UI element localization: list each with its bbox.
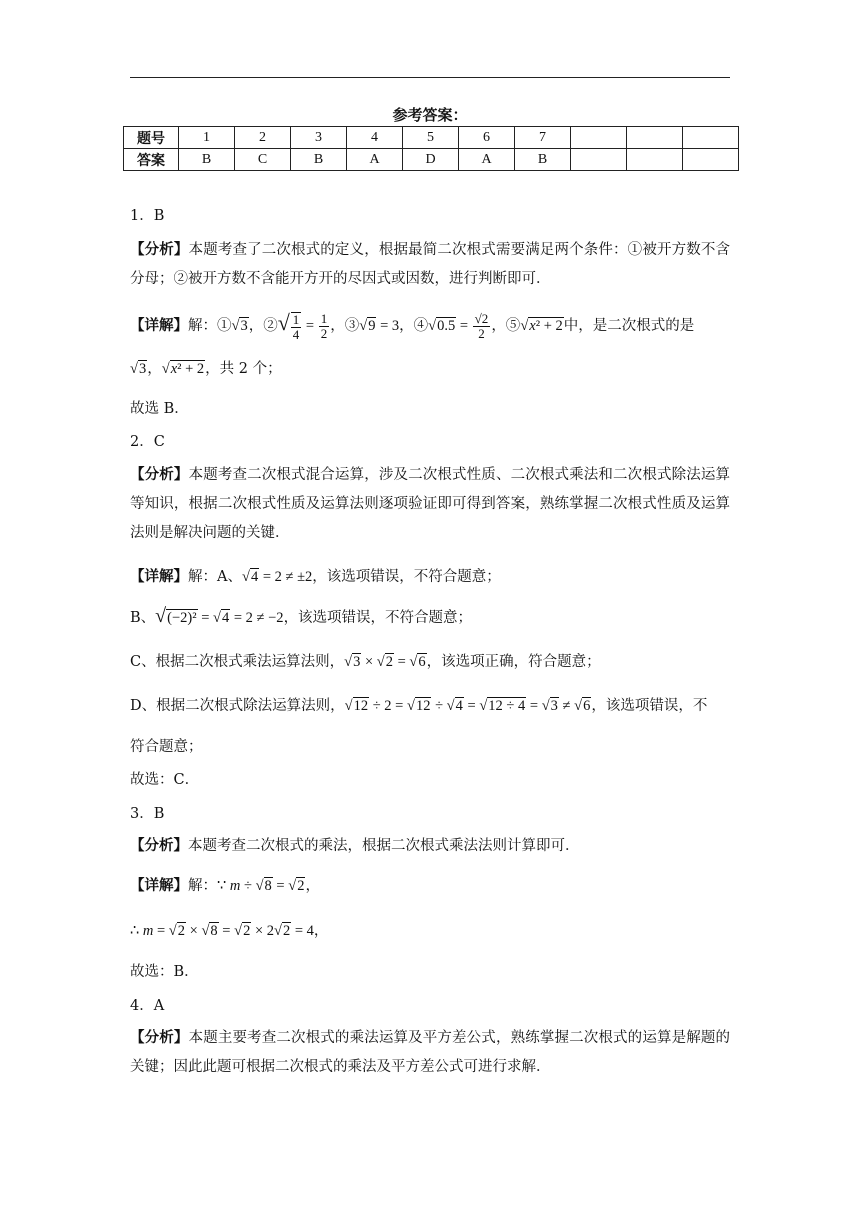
q2-heading: 2．C bbox=[130, 434, 165, 450]
q2-conclusion: 故选：C． bbox=[130, 772, 200, 788]
table-cell bbox=[683, 127, 739, 149]
q1-math-items: ①√3，②√ $\frac{1}{4}$ = $\frac{1}{2}$ ，③√9 = 3，④√0.5 = $\frac{√2}{2}$ ，⑤√x² + 2 bbox=[217, 310, 563, 342]
table-cell: 7 bbox=[515, 127, 571, 149]
q2-b-math: √(−2)² = √4 = 2 ≠ −2 bbox=[155, 605, 284, 627]
detail-tag: 【详解】 bbox=[130, 877, 188, 894]
detail-mid: 中，是二次根式的是 bbox=[563, 318, 695, 334]
table-cell bbox=[627, 127, 683, 149]
table-row-answers bbox=[124, 149, 739, 171]
table-cell bbox=[571, 149, 627, 171]
q1-math-answer: √3，√x² + 2 bbox=[130, 361, 205, 377]
analysis-text: 本题主要考查二次根式的乘法运算及平方差公式，熟练掌握二次根式的运算是解题的关键；因此此题可根据二次根式的乘法及平方差公式可进行求解． bbox=[130, 1030, 731, 1075]
q2-analysis bbox=[130, 460, 730, 548]
analysis-tag: 【分析】 bbox=[130, 466, 189, 483]
q2-a-math: √4 = 2 ≠ ±2 bbox=[241, 569, 313, 585]
analysis-tag: 【分析】 bbox=[130, 241, 189, 258]
table-cell: B bbox=[291, 149, 347, 171]
q3-conclusion: 故选：B． bbox=[130, 964, 199, 980]
q2-detail-d bbox=[130, 694, 707, 715]
table-cell: 1 bbox=[179, 127, 235, 149]
header-rule bbox=[130, 77, 730, 78]
table-cell: D bbox=[403, 149, 459, 171]
q2-c-math: √3 × √2 = √6 bbox=[344, 654, 426, 670]
q3-math-1: ∵ m ÷ √8 = √2， bbox=[217, 878, 320, 894]
detail-intro: 解： bbox=[188, 318, 217, 334]
table-cell: 6 bbox=[459, 127, 515, 149]
option-a-suffix: ，该选项错误，不符合题意； bbox=[312, 569, 501, 585]
option-d-prefix: D、根据二次根式除法运算法则， bbox=[130, 698, 345, 714]
table-cell: A bbox=[459, 149, 515, 171]
option-b-prefix: B、 bbox=[130, 610, 156, 626]
q2-detail-d-cont: 符合题意； bbox=[130, 739, 203, 755]
q1-detail-line1 bbox=[130, 310, 694, 341]
detail-end: ，共 2 个； bbox=[205, 361, 282, 377]
table-cell: B bbox=[179, 149, 235, 171]
q4-analysis bbox=[130, 1023, 730, 1082]
table-cell: 3 bbox=[291, 127, 347, 149]
table-row-numbers bbox=[124, 127, 739, 149]
detail-tag: 【详解】 bbox=[130, 317, 188, 334]
table-cell: 2 bbox=[235, 127, 291, 149]
row-label: 题号 bbox=[124, 127, 179, 149]
answer-table bbox=[123, 126, 739, 171]
analysis-text: 本题考查二次根式混合运算，涉及二次根式性质、二次根式乘法和二次根式除法运算等知识，根据二次根式性质及运算法则逐项验证即可得到答案，熟练掌握二次根式性质及运算法则是解决问题的关键． bbox=[130, 467, 731, 541]
detail-tag: 【详解】 bbox=[130, 568, 188, 585]
q3-detail-line2 bbox=[130, 919, 328, 940]
analysis-text: 本题考查了二次根式的定义，根据最简二次根式需要满足两个条件：①被开方数不含分母；②被开方数不含能开方开的尽因式或因数，进行判断即可． bbox=[130, 242, 731, 287]
option-a-prefix: 解：A、 bbox=[188, 569, 242, 585]
table-cell bbox=[571, 127, 627, 149]
q2-detail-b bbox=[130, 605, 472, 628]
row-label: 答案 bbox=[124, 149, 179, 171]
q1-analysis bbox=[130, 235, 730, 294]
q4-heading: 4．A bbox=[130, 998, 165, 1014]
table-cell: C bbox=[235, 149, 291, 171]
table-cell: 4 bbox=[347, 127, 403, 149]
option-c-suffix: ，该选项正确，符合题意； bbox=[426, 654, 601, 670]
table-cell: 5 bbox=[403, 127, 459, 149]
analysis-tag: 【分析】 bbox=[130, 837, 188, 854]
analysis-text: 本题考查二次根式的乘法，根据二次根式乘法法则计算即可． bbox=[188, 838, 580, 854]
option-d-suffix: ，该选项错误，不 bbox=[591, 698, 708, 714]
q2-d-math: √12 ÷ 2 = √12 ÷ √4 = √12 ÷ 4 = √3 ≠ √6 bbox=[344, 698, 591, 714]
q2-detail-a bbox=[130, 565, 501, 586]
analysis-tag: 【分析】 bbox=[130, 1029, 189, 1046]
table-cell: A bbox=[347, 149, 403, 171]
q3-detail-line1 bbox=[130, 874, 320, 895]
table-cell bbox=[683, 149, 739, 171]
q1-conclusion: 故选 B． bbox=[130, 401, 189, 417]
option-c-prefix: C、根据二次根式乘法运算法则， bbox=[130, 654, 345, 670]
q3-analysis bbox=[130, 834, 580, 855]
q3-math-2: ∴ m = √2 × √8 = √2 × 2√2 = 4， bbox=[130, 923, 329, 939]
page-title: 参考答案： bbox=[392, 106, 468, 124]
q1-detail-line2 bbox=[130, 357, 282, 378]
option-b-suffix: ，该选项错误，不符合题意； bbox=[283, 610, 473, 626]
q1-heading: 1．B bbox=[130, 208, 165, 224]
table-cell bbox=[627, 149, 683, 171]
q2-detail-c bbox=[130, 650, 601, 671]
detail-intro: 解： bbox=[188, 878, 217, 894]
table-cell: B bbox=[515, 149, 571, 171]
q3-heading: 3．B bbox=[130, 806, 165, 822]
